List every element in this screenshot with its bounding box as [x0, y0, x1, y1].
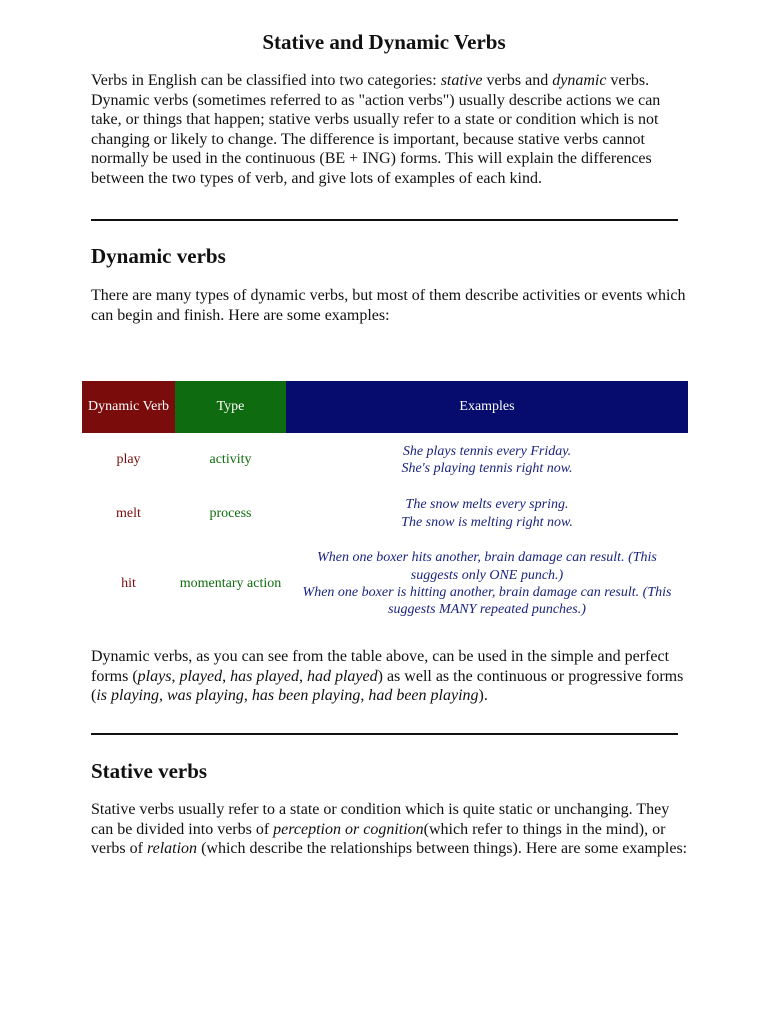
- form-example: plays: [137, 667, 172, 685]
- intro-text-2: verbs and: [482, 72, 553, 89]
- type-cell: activity: [209, 452, 252, 468]
- intro-paragraph: [91, 71, 691, 189]
- examples-cell: [286, 540, 688, 628]
- form-example: has played: [230, 667, 299, 685]
- section-divider: [91, 219, 678, 221]
- separator: ,: [298, 667, 307, 685]
- separator: ,: [159, 687, 167, 705]
- verb-cell: hit: [121, 576, 136, 592]
- form-example: had been playing: [368, 687, 479, 705]
- example-sentence: When one boxer hits another, brain damage can result. (This suggests only ONE punch.): [317, 550, 657, 583]
- stative-verbs-heading: Stative verbs: [91, 759, 208, 783]
- table-header-row: [82, 381, 688, 433]
- verb-cell: melt: [116, 505, 141, 521]
- header-type: Type: [175, 381, 286, 433]
- stative-intro-paragraph: [91, 800, 691, 859]
- separator: ,: [222, 667, 231, 685]
- example-sentence: The snow is melting right now.: [401, 514, 573, 530]
- stative-text-1: Stative verbs usually refer to a state or condition which is quite static or unchanging. They can be divided into verbs of: [91, 801, 670, 838]
- form-example: had played: [306, 667, 378, 685]
- term-stative: stative: [440, 72, 483, 89]
- examples-cell: [286, 487, 688, 540]
- form-example: is playing: [96, 687, 159, 705]
- section-divider: [91, 733, 678, 735]
- examples-cell: [286, 433, 688, 487]
- forms-text-1: Dynamic verbs, as you can see from the table above, can be used in the simple and perfect forms (: [91, 648, 670, 685]
- form-example: has been playing: [251, 687, 361, 705]
- header-examples: Examples: [286, 381, 688, 433]
- separator: ,: [243, 687, 252, 705]
- term-relation: relation: [146, 840, 198, 858]
- dynamic-intro-paragraph: There are many types of dynamic verbs, but most of them describe activities or events which can begin and finish. Here are some examples:: [91, 287, 686, 324]
- header-dynamic-verb: Dynamic Verb: [82, 381, 175, 433]
- type-cell: momentary action: [179, 576, 282, 592]
- stative-text-3: (which describe the relationships between things). Here are some examples:: [197, 840, 688, 858]
- table-row: [82, 433, 688, 487]
- dynamic-verbs-heading: Dynamic verbs: [91, 244, 226, 268]
- intro-text-1: Verbs in English can be classified into two categories:: [91, 72, 441, 89]
- separator: ,: [360, 687, 369, 705]
- form-example: was playing: [167, 687, 244, 705]
- stative-text-2: (which refer to things in the mind), or verbs of: [91, 820, 666, 858]
- intro-text-3: verbs. Dynamic verbs (sometimes referred to as "action verbs") usually describe actions we can take, or things that happen; stative verbs usually refer to a state or condition which is not changing or likely to change. The difference is important, because stative verbs cannot normally be used in the continuous (BE + ING) forms. This will explain the differences between the two types of verb, and give lots of examples of each kind.: [91, 72, 661, 187]
- form-example: played: [179, 667, 223, 685]
- separator: ,: [171, 667, 180, 685]
- table-row: [82, 487, 688, 540]
- term-perception-cognition: perception or cognition: [273, 820, 424, 838]
- forms-text-3: ).: [478, 687, 488, 705]
- example-sentence: The snow melts every spring.: [405, 497, 569, 513]
- table-row: [82, 540, 688, 628]
- verb-forms-paragraph: [91, 647, 691, 706]
- example-sentence: She plays tennis every Friday.: [402, 443, 572, 459]
- page-title: Stative and Dynamic Verbs: [262, 30, 506, 54]
- dynamic-verbs-table: [82, 381, 688, 628]
- example-sentence: She's playing tennis right now.: [401, 461, 573, 476]
- term-dynamic: dynamic: [552, 72, 607, 89]
- example-sentence: When one boxer is hitting another, brain damage can result. (This suggests MANY repeated punches.): [302, 585, 672, 618]
- forms-text-2: ) as well as the continuous or progressive forms (: [91, 667, 684, 705]
- verb-cell: play: [116, 452, 141, 468]
- type-cell: process: [209, 505, 252, 521]
